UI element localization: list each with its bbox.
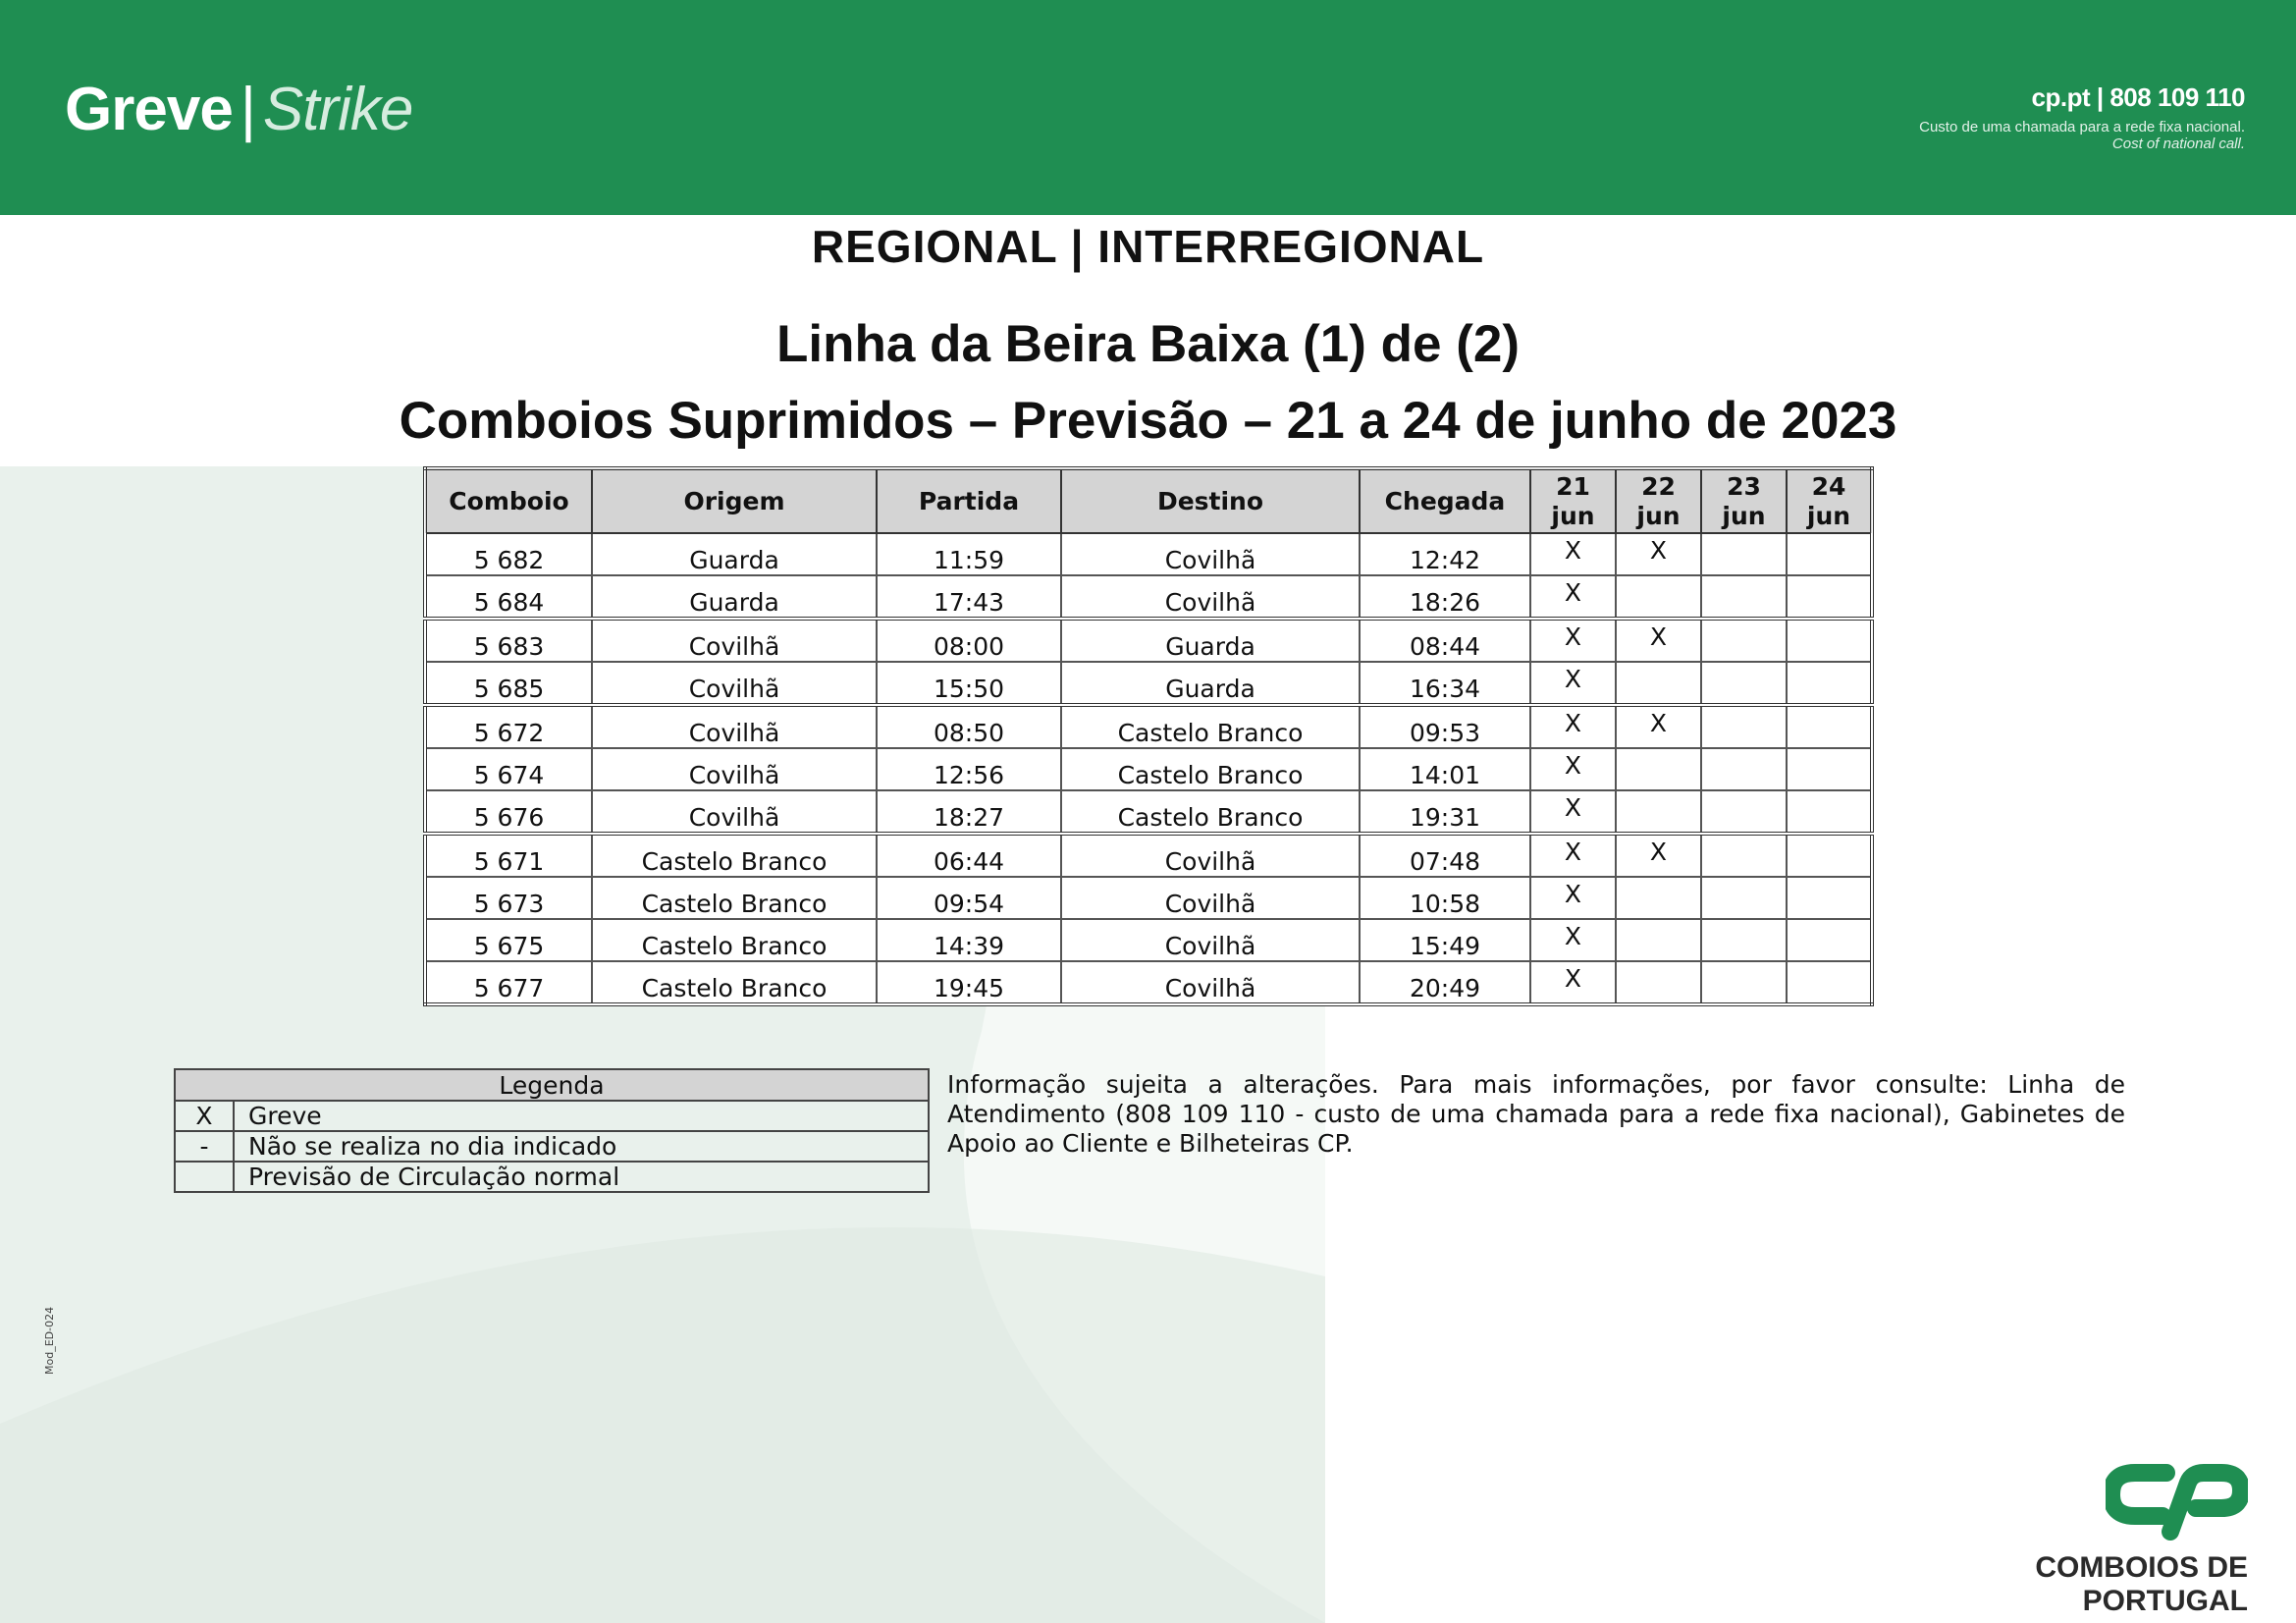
header-banner bbox=[0, 0, 2296, 215]
cell-day-22 bbox=[1616, 748, 1701, 790]
cell-day-21: X bbox=[1530, 705, 1616, 748]
cell-day-22: X bbox=[1616, 834, 1701, 877]
table-row bbox=[425, 961, 1872, 1004]
cell-departure: 08:00 bbox=[877, 619, 1061, 662]
legend-row bbox=[175, 1131, 929, 1162]
cell-day-22 bbox=[1616, 919, 1701, 961]
cell-day-21: X bbox=[1530, 748, 1616, 790]
legend-row bbox=[175, 1101, 929, 1131]
day-number: 23 bbox=[1727, 471, 1761, 501]
table-row bbox=[425, 533, 1872, 575]
table-row bbox=[425, 705, 1872, 748]
cell-arrival: 15:49 bbox=[1360, 919, 1530, 961]
cell-arrival: 20:49 bbox=[1360, 961, 1530, 1004]
cell-day-24 bbox=[1787, 834, 1872, 877]
cell-day-21: X bbox=[1530, 919, 1616, 961]
cell-origin: Guarda bbox=[592, 533, 877, 575]
day-month: jun bbox=[1636, 501, 1681, 530]
cell-destination: Covilhã bbox=[1061, 533, 1360, 575]
cell-day-22: X bbox=[1616, 619, 1701, 662]
cell-day-23 bbox=[1701, 575, 1787, 619]
cell-departure: 18:27 bbox=[877, 790, 1061, 834]
legend-row bbox=[175, 1162, 929, 1192]
cell-destination: Covilhã bbox=[1061, 919, 1360, 961]
cell-day-21: X bbox=[1530, 533, 1616, 575]
brand-separator: | bbox=[240, 76, 255, 143]
cell-origin: Covilhã bbox=[592, 705, 877, 748]
cell-train: 5 685 bbox=[425, 662, 592, 705]
cell-day-24 bbox=[1787, 575, 1872, 619]
cell-day-22: X bbox=[1616, 533, 1701, 575]
cell-destination: Castelo Branco bbox=[1061, 705, 1360, 748]
cell-origin: Castelo Branco bbox=[592, 834, 877, 877]
cell-day-23 bbox=[1701, 919, 1787, 961]
cell-origin: Castelo Branco bbox=[592, 877, 877, 919]
table-row bbox=[425, 748, 1872, 790]
cell-departure: 17:43 bbox=[877, 575, 1061, 619]
contact-info bbox=[1919, 82, 2245, 152]
day-number: 22 bbox=[1641, 471, 1676, 501]
col-header-day-23 bbox=[1701, 468, 1787, 533]
cell-day-24 bbox=[1787, 662, 1872, 705]
cell-destination: Guarda bbox=[1061, 619, 1360, 662]
cell-day-24 bbox=[1787, 961, 1872, 1004]
cell-train: 5 671 bbox=[425, 834, 592, 877]
cp-logo bbox=[1909, 1463, 2248, 1618]
cell-arrival: 08:44 bbox=[1360, 619, 1530, 662]
col-header-destination: Destino bbox=[1061, 468, 1360, 533]
legend-symbol: - bbox=[175, 1131, 234, 1162]
table-row bbox=[425, 575, 1872, 619]
cell-day-22 bbox=[1616, 961, 1701, 1004]
cell-day-21: X bbox=[1530, 961, 1616, 1004]
legend-text: Greve bbox=[234, 1101, 929, 1131]
cell-origin: Covilhã bbox=[592, 619, 877, 662]
cell-day-21: X bbox=[1530, 834, 1616, 877]
cell-day-22: X bbox=[1616, 705, 1701, 748]
cell-destination: Covilhã bbox=[1061, 834, 1360, 877]
cell-train: 5 684 bbox=[425, 575, 592, 619]
cell-origin: Castelo Branco bbox=[592, 919, 877, 961]
cp-logo-icon bbox=[2106, 1463, 2248, 1542]
cell-origin: Covilhã bbox=[592, 790, 877, 834]
brand-strike: Strike bbox=[262, 76, 413, 143]
day-number: 24 bbox=[1811, 471, 1846, 501]
cell-day-24 bbox=[1787, 790, 1872, 834]
cell-day-21: X bbox=[1530, 790, 1616, 834]
cell-train: 5 672 bbox=[425, 705, 592, 748]
cell-day-24 bbox=[1787, 619, 1872, 662]
cell-day-22 bbox=[1616, 877, 1701, 919]
legend-table bbox=[174, 1068, 930, 1193]
cell-departure: 19:45 bbox=[877, 961, 1061, 1004]
table-row bbox=[425, 919, 1872, 961]
col-header-departure: Partida bbox=[877, 468, 1061, 533]
cell-day-24 bbox=[1787, 919, 1872, 961]
table-row bbox=[425, 877, 1872, 919]
cell-day-21: X bbox=[1530, 575, 1616, 619]
table-row bbox=[425, 790, 1872, 834]
cell-train: 5 677 bbox=[425, 961, 592, 1004]
cell-train: 5 683 bbox=[425, 619, 592, 662]
contact-note-pt: Custo de uma chamada para a rede fixa nacional. bbox=[1919, 119, 2245, 135]
cell-origin: Guarda bbox=[592, 575, 877, 619]
cell-day-23 bbox=[1701, 705, 1787, 748]
cell-day-24 bbox=[1787, 877, 1872, 919]
table-row bbox=[425, 834, 1872, 877]
legend-symbol bbox=[175, 1162, 234, 1192]
cell-train: 5 676 bbox=[425, 790, 592, 834]
cell-train: 5 674 bbox=[425, 748, 592, 790]
contact-phone: cp.pt | 808 109 110 bbox=[2031, 82, 2245, 112]
model-code: Mod_ED-024 bbox=[43, 1306, 56, 1375]
col-header-day-24 bbox=[1787, 468, 1872, 533]
cell-train: 5 682 bbox=[425, 533, 592, 575]
legend-text: Não se realiza no dia indicado bbox=[234, 1131, 929, 1162]
cell-departure: 09:54 bbox=[877, 877, 1061, 919]
cell-day-24 bbox=[1787, 705, 1872, 748]
table-row bbox=[425, 619, 1872, 662]
cell-day-23 bbox=[1701, 790, 1787, 834]
cell-origin: Covilhã bbox=[592, 662, 877, 705]
cell-day-21: X bbox=[1530, 619, 1616, 662]
cell-destination: Castelo Branco bbox=[1061, 790, 1360, 834]
table-row bbox=[425, 662, 1872, 705]
service-title: REGIONAL | INTERREGIONAL bbox=[811, 221, 1485, 272]
cell-departure: 15:50 bbox=[877, 662, 1061, 705]
cell-arrival: 12:42 bbox=[1360, 533, 1530, 575]
suppressed-trains-table bbox=[423, 466, 1874, 1006]
cell-arrival: 18:26 bbox=[1360, 575, 1530, 619]
cell-origin: Castelo Branco bbox=[592, 961, 877, 1004]
cell-arrival: 14:01 bbox=[1360, 748, 1530, 790]
cell-destination: Covilhã bbox=[1061, 575, 1360, 619]
contact-note-en: Cost of national call. bbox=[2111, 135, 2245, 152]
cp-logo-text: COMBOIOS DE PORTUGAL bbox=[2035, 1551, 2248, 1617]
cell-departure: 08:50 bbox=[877, 705, 1061, 748]
cell-arrival: 16:34 bbox=[1360, 662, 1530, 705]
cell-destination: Covilhã bbox=[1061, 877, 1360, 919]
day-number: 21 bbox=[1556, 471, 1590, 501]
cell-day-23 bbox=[1701, 533, 1787, 575]
cell-departure: 14:39 bbox=[877, 919, 1061, 961]
cell-day-22 bbox=[1616, 575, 1701, 619]
page-subtitle: Comboios Suprimidos – Previsão – 21 a 24 de junho de 2023 bbox=[399, 392, 1897, 450]
legend-text: Previsão de Circulação normal bbox=[234, 1162, 929, 1192]
day-month: jun bbox=[1551, 501, 1595, 530]
cell-departure: 06:44 bbox=[877, 834, 1061, 877]
cell-departure: 11:59 bbox=[877, 533, 1061, 575]
brand-greve: Greve bbox=[65, 76, 233, 143]
cell-day-23 bbox=[1701, 748, 1787, 790]
cell-day-24 bbox=[1787, 748, 1872, 790]
cell-day-21: X bbox=[1530, 662, 1616, 705]
col-header-day-22 bbox=[1616, 468, 1701, 533]
line-title: Linha da Beira Baixa (1) de (2) bbox=[776, 315, 1520, 373]
cell-day-23 bbox=[1701, 877, 1787, 919]
day-month: jun bbox=[1806, 501, 1851, 530]
cell-day-24 bbox=[1787, 533, 1872, 575]
legend-title: Legenda bbox=[175, 1069, 929, 1101]
col-header-train: Comboio bbox=[425, 468, 592, 533]
cell-origin: Covilhã bbox=[592, 748, 877, 790]
cell-train: 5 675 bbox=[425, 919, 592, 961]
col-header-arrival: Chegada bbox=[1360, 468, 1530, 533]
cell-day-23 bbox=[1701, 619, 1787, 662]
brand-title bbox=[65, 75, 412, 144]
legend-symbol: X bbox=[175, 1101, 234, 1131]
cell-departure: 12:56 bbox=[877, 748, 1061, 790]
cell-arrival: 07:48 bbox=[1360, 834, 1530, 877]
cell-destination: Covilhã bbox=[1061, 961, 1360, 1004]
col-header-origin: Origem bbox=[592, 468, 877, 533]
table-header-row bbox=[425, 468, 1872, 533]
cell-arrival: 19:31 bbox=[1360, 790, 1530, 834]
cell-day-22 bbox=[1616, 662, 1701, 705]
cell-train: 5 673 bbox=[425, 877, 592, 919]
cell-destination: Castelo Branco bbox=[1061, 748, 1360, 790]
cell-arrival: 09:53 bbox=[1360, 705, 1530, 748]
cell-day-23 bbox=[1701, 662, 1787, 705]
cell-day-23 bbox=[1701, 961, 1787, 1004]
col-header-day-21 bbox=[1530, 468, 1616, 533]
day-month: jun bbox=[1722, 501, 1766, 530]
cell-day-21: X bbox=[1530, 877, 1616, 919]
cell-arrival: 10:58 bbox=[1360, 877, 1530, 919]
cell-day-23 bbox=[1701, 834, 1787, 877]
info-notice: Informação sujeita a alterações. Para mais informações, por favor consulte: Linha de Atendimento (808 109 110 - custo de uma chamada para a rede fixa nacional), Gabinetes de Apoio ao Cliente e Bilheteiras CP. bbox=[947, 1070, 2125, 1158]
cell-destination: Guarda bbox=[1061, 662, 1360, 705]
cell-day-22 bbox=[1616, 790, 1701, 834]
